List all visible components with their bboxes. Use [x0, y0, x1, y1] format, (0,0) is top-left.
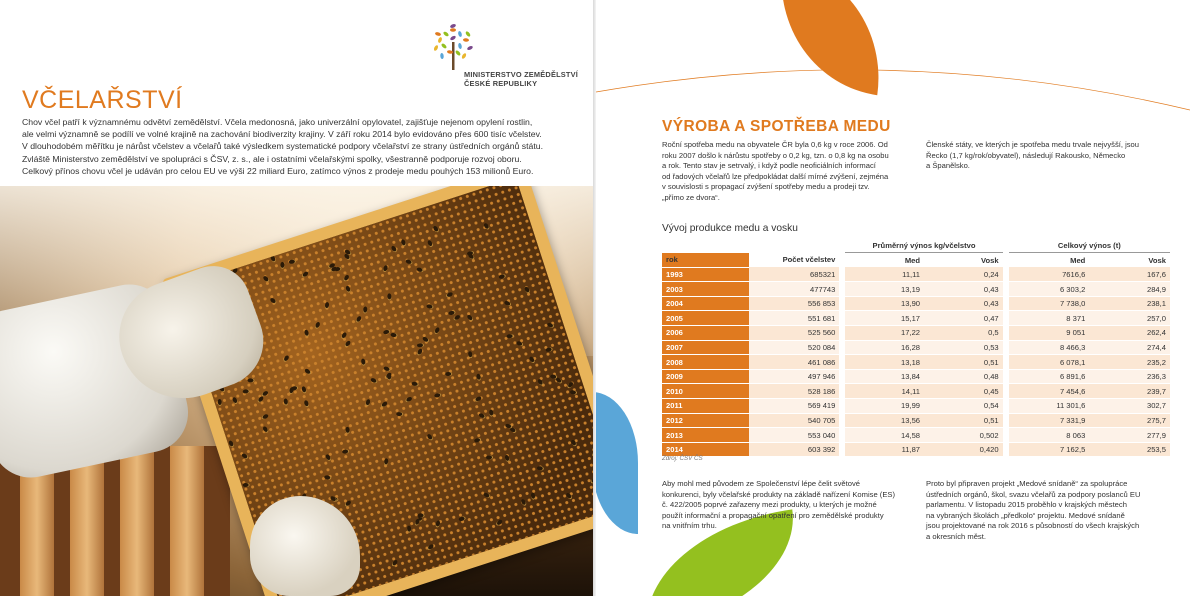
cell-honey-avg: 13,84: [845, 369, 924, 384]
logo-leaf: [463, 38, 469, 42]
bee: [370, 377, 377, 383]
cell-colonies: 528 186: [749, 384, 840, 399]
bee: [262, 390, 269, 397]
table-row: [662, 326, 1170, 341]
bee: [345, 285, 351, 292]
col-header-med-avg: Med: [904, 255, 921, 265]
bee: [325, 454, 332, 461]
bee: [390, 245, 397, 252]
bee: [356, 315, 363, 322]
bee: [475, 396, 482, 402]
bee: [434, 327, 440, 334]
col-header-vosk-avg: Vosk: [981, 255, 999, 265]
bee: [520, 498, 526, 505]
cell-colonies: 520 084: [749, 340, 840, 355]
cell-wax-avg: 0,43: [924, 282, 1003, 297]
bee: [432, 225, 439, 232]
cell-colonies: 477743: [749, 282, 840, 297]
bee: [466, 314, 473, 321]
cell-honey-avg: 11,87: [845, 442, 924, 457]
table-row: [662, 267, 1170, 282]
bee: [427, 240, 433, 247]
group-header-average: Průměrný výnos kg/včelstvo: [845, 238, 1002, 253]
bee: [315, 321, 321, 328]
bee: [243, 389, 249, 393]
bee: [426, 433, 433, 440]
logo-leaf: [461, 53, 467, 60]
right-page: [596, 0, 1190, 596]
col-header-count: Počet včelstev: [782, 255, 836, 265]
paragraph-regulation: [662, 479, 918, 532]
bee: [414, 518, 420, 525]
table-row: [662, 340, 1170, 355]
text-line: a Španělsko.: [926, 161, 970, 171]
cell-colonies: 461 086: [749, 355, 840, 370]
table-row: [662, 442, 1170, 457]
text-line: č. 422/2005 poprvé zařazeny mezi produkty, u kterých je možné: [662, 500, 877, 510]
cell-colonies: 556 853: [749, 296, 840, 311]
cell-wax-avg: 0,43: [924, 296, 1003, 311]
bee: [529, 356, 536, 363]
bee: [270, 255, 276, 262]
bee: [555, 377, 562, 384]
text-line: jsou projektované na rok 2016 s působností do všech krajských: [926, 521, 1140, 531]
logo-line-2: ČESKÉ REPUBLIKY: [464, 79, 538, 88]
bee: [280, 262, 284, 268]
table-row: [662, 399, 1170, 414]
cell-year: 2007: [662, 340, 749, 355]
cell-honey-total: 7 331,9: [1009, 413, 1090, 428]
paragraph-member-states: [926, 140, 1166, 172]
cell-colonies: 540 705: [749, 413, 840, 428]
bee: [232, 397, 238, 404]
cell-wax-avg: 0,48: [924, 369, 1003, 384]
ministry-logo-text: [464, 70, 578, 88]
bee: [342, 449, 348, 454]
bee: [345, 427, 350, 433]
text-line: Roční spotřeba medu na obyvatele ČR byla 0,6 kg v roce 2006. Od: [662, 140, 888, 149]
cell-wax-total: 257,0: [1089, 311, 1170, 326]
cell-honey-avg: 16,28: [845, 340, 924, 355]
cell-colonies: 685321: [749, 267, 840, 282]
text-line: Aby mohl med původem ze Společenství lépe čelit světové: [662, 479, 860, 488]
bee: [383, 366, 390, 372]
cell-wax-total: 235,2: [1089, 355, 1170, 370]
cell-wax-avg: 0,54: [924, 399, 1003, 414]
cell-honey-avg: 17,22: [845, 326, 924, 341]
bee: [291, 386, 298, 391]
intro-line: Celkový přínos chovu včel je udáván pro celou EU ve výši 22 miliard Euro, zatímco výnos z prodeje medu pouhých 153 milionů Euro.: [22, 165, 534, 176]
cell-honey-total: 9 051: [1009, 326, 1090, 341]
logo-leaf: [450, 35, 457, 41]
group-header-total: Celkový výnos (t): [1009, 238, 1170, 253]
logo-leaf: [467, 45, 474, 51]
bee: [324, 475, 331, 480]
cell-year: 2009: [662, 369, 749, 384]
text-line: Členské státy, ve kterých je spotřeba medu trvale nejvyšší, jsou: [926, 140, 1139, 149]
bee: [396, 412, 402, 416]
bee: [417, 343, 423, 347]
logo-leaf: [440, 53, 444, 59]
bee: [476, 373, 481, 380]
logo-leaf: [458, 31, 463, 38]
cell-year: 2010: [662, 384, 749, 399]
cell-wax-avg: 0,420: [924, 442, 1003, 457]
bee: [416, 267, 423, 273]
table-row: [662, 384, 1170, 399]
intro-paragraph: [22, 116, 582, 177]
bee: [304, 368, 311, 375]
cell-colonies: 569 419: [749, 399, 840, 414]
text-line: na vybraných školách „předkolo“ projektu. Medové snídaně: [926, 510, 1125, 520]
cell-wax-total: 275,7: [1089, 413, 1170, 428]
col-header-vosk-total: Vosk: [1148, 255, 1166, 265]
cell-wax-total: 238,1: [1089, 296, 1170, 311]
blue-leaf-decoration: [596, 392, 638, 534]
cell-honey-avg: 14,58: [845, 428, 924, 443]
bee: [248, 378, 254, 382]
bee: [325, 302, 330, 309]
bee: [262, 426, 269, 433]
logo-leaf: [458, 43, 462, 50]
production-table: [662, 238, 1170, 457]
bee: [407, 525, 412, 531]
bee: [426, 304, 433, 309]
cell-year: 2014: [662, 442, 749, 457]
cell-wax-total: 284,9: [1089, 282, 1170, 297]
cell-honey-avg: 13,90: [845, 296, 924, 311]
cell-wax-avg: 0,51: [924, 355, 1003, 370]
bee: [448, 310, 455, 315]
text-line: konkurenci, byly včelařské produkty na základě nařízení Komise (ES): [662, 489, 895, 499]
bee: [483, 222, 490, 229]
bee: [446, 291, 453, 297]
logo-leaf: [455, 50, 462, 57]
bee: [257, 396, 264, 403]
cell-honey-total: 7 738,0: [1009, 296, 1090, 311]
cell-wax-total: 302,7: [1089, 399, 1170, 414]
bee: [445, 372, 451, 376]
cell-honey-avg: 19,99: [845, 399, 924, 414]
intro-line: ale velmi významně se podílí ve volné krajině na zachování biodiverzity krajiny. V září roku 2014 bylo evidováno přes 600 tisíc včelstev.: [22, 129, 542, 140]
text-line: Řecko (1,7 kg/rok/obyvatel), následují Rakousko, Německo: [926, 150, 1126, 160]
cell-honey-total: 7616,6: [1009, 267, 1090, 282]
table-row: [662, 296, 1170, 311]
bee: [504, 454, 510, 461]
intro-line: V dlouhodobém měřítku je nárůst včelstev a včelařů také výsledkem systematické podpory včelařství ze strany ústředních orgánů státu.: [22, 141, 544, 152]
table-source: Zdroj: ČSV ČS: [662, 455, 703, 462]
bee: [458, 516, 465, 521]
bee: [405, 259, 412, 265]
bee: [570, 390, 577, 395]
bee: [524, 286, 530, 293]
bee: [361, 358, 366, 365]
cell-honey-avg: 13,56: [845, 413, 924, 428]
bee: [344, 340, 351, 347]
cell-colonies: 603 392: [749, 442, 840, 457]
text-line: a rok. Tento stav je setrvalý, i když podle neoficiálních informací: [662, 161, 876, 171]
cell-wax-avg: 0,45: [924, 384, 1003, 399]
text-line: v souvislosti s propagací zvýšení spotřeby medu a prodeji tzv.: [662, 182, 870, 192]
bee: [545, 347, 552, 352]
cell-year: 2012: [662, 413, 749, 428]
bee: [365, 399, 371, 406]
bee: [343, 274, 350, 281]
cell-year: 2003: [662, 282, 749, 297]
cell-year: 2004: [662, 296, 749, 311]
cell-wax-total: 239,7: [1089, 384, 1170, 399]
section-title-honey: VÝROBA A SPOTŘEBA MEDU: [662, 118, 891, 135]
cell-wax-avg: 0,24: [924, 267, 1003, 282]
cell-colonies: 525 560: [749, 326, 840, 341]
page-title-vcelarstvi: VČELAŘSTVÍ: [22, 86, 183, 114]
beekeeper-photo: [0, 186, 596, 596]
col-header-rok: rok: [662, 253, 749, 268]
cell-wax-total: 277,9: [1089, 428, 1170, 443]
bee: [384, 458, 389, 464]
text-line: na vnitřním trhu.: [662, 521, 717, 531]
bee: [570, 439, 577, 446]
cell-year: 1993: [662, 267, 749, 282]
cell-wax-avg: 0,5: [924, 326, 1003, 341]
cell-colonies: 551 681: [749, 311, 840, 326]
cell-honey-avg: 11,11: [845, 267, 924, 282]
bee: [506, 334, 512, 338]
bee: [406, 396, 413, 402]
bee: [422, 336, 429, 343]
bee: [496, 519, 503, 526]
bee: [262, 413, 269, 419]
bee: [504, 300, 511, 306]
cell-year: 2011: [662, 399, 749, 414]
bee: [516, 340, 523, 346]
cell-wax-total: 167,6: [1089, 267, 1170, 282]
bee: [269, 297, 276, 304]
bee: [241, 453, 248, 460]
table-group-header: [662, 238, 1170, 253]
bee: [417, 348, 423, 355]
bee: [489, 409, 494, 416]
bee: [486, 455, 492, 459]
intro-line: Chov včel patří k významnému odvětví zemědělství. Včela medonosná, jako univerzální opylovatel, zajišťuje nejenom opylení rostlin,: [22, 117, 533, 127]
cell-wax-total: 274,4: [1089, 340, 1170, 355]
text-line: roku 2007 došlo k nárůstu spotřeby o 0,2 kg, tzn. o 0,8 kg na osobu: [662, 150, 889, 160]
table-row: [662, 413, 1170, 428]
cell-honey-avg: 15,17: [845, 311, 924, 326]
logo-leaf: [433, 45, 439, 52]
bee: [401, 239, 407, 246]
text-line: a okresních měst.: [926, 531, 986, 541]
bee: [228, 440, 234, 447]
bee: [418, 513, 424, 517]
bee: [262, 275, 269, 282]
bee: [531, 492, 536, 499]
cell-honey-total: 6 078,1: [1009, 355, 1090, 370]
table-row: [662, 355, 1170, 370]
bee: [547, 322, 554, 328]
bee: [289, 259, 295, 264]
tree-logo-icon: [432, 22, 572, 100]
bee: [387, 293, 391, 299]
bee: [363, 306, 368, 312]
bee: [345, 500, 352, 507]
text-line: „přímo ze dvora“.: [662, 192, 720, 202]
bee: [567, 381, 574, 388]
cell-year: 2006: [662, 326, 749, 341]
bee: [565, 492, 572, 499]
bee: [341, 332, 348, 339]
cell-colonies: 553 040: [749, 428, 840, 443]
logo-leaf: [443, 31, 450, 37]
cell-honey-total: 8 466,3: [1009, 340, 1090, 355]
cell-honey-total: 7 162,5: [1009, 442, 1090, 457]
bee: [427, 543, 434, 550]
cell-honey-total: 6 303,2: [1009, 282, 1090, 297]
bee: [218, 399, 222, 405]
cell-wax-total: 262,4: [1089, 326, 1170, 341]
bee: [304, 329, 309, 336]
cell-year: 2005: [662, 311, 749, 326]
bee: [434, 393, 441, 398]
cell-honey-total: 8 063: [1009, 428, 1090, 443]
logo-leaf: [435, 32, 442, 37]
bee: [283, 355, 290, 362]
cell-wax-avg: 0,502: [924, 428, 1003, 443]
text-line: použít informační a propagační opatření pro zemědělské produkty: [662, 510, 884, 520]
cell-honey-avg: 13,18: [845, 355, 924, 370]
logo-leaf: [450, 23, 457, 28]
intro-line: Zvláště Ministerstvo zemědělství ve spolupráci s ČSV, z. s., ale i ostatními včelařskými spolky, všestranně podporuje rozvoj oboru.: [22, 153, 522, 164]
logo-leaf: [441, 43, 448, 50]
bee: [392, 559, 399, 566]
bee: [301, 386, 307, 393]
bee: [467, 253, 474, 260]
table-row: [662, 282, 1170, 297]
bee: [537, 378, 544, 385]
cell-honey-avg: 14,11: [845, 384, 924, 399]
logo-leaf: [465, 31, 471, 38]
cell-year: 2013: [662, 428, 749, 443]
cell-year: 2008: [662, 355, 749, 370]
bee: [383, 265, 389, 272]
bee: [537, 466, 543, 471]
bee: [454, 314, 461, 321]
bee: [478, 412, 485, 418]
cell-wax-avg: 0,53: [924, 340, 1003, 355]
cell-wax-total: 253,5: [1089, 442, 1170, 457]
bee: [390, 333, 397, 338]
bee: [243, 483, 249, 487]
cell-honey-total: 11 301,6: [1009, 399, 1090, 414]
bee: [474, 438, 481, 443]
text-line: Proto byl připraven projekt „Medové snídaně“ za spolupráce: [926, 479, 1128, 488]
bee: [435, 520, 440, 527]
bee: [283, 398, 288, 405]
cell-honey-total: 8 371: [1009, 311, 1090, 326]
col-header-med-total: Med: [1070, 255, 1086, 265]
logo-line-1: MINISTERSTVO ZEMĚDĚLSTVÍ: [464, 70, 579, 79]
bee: [304, 400, 310, 407]
text-line: od řadových včelařů lze předpokládat další mírné zvýšení, zejména: [662, 171, 889, 181]
table-row: [662, 369, 1170, 384]
paragraph-consumption: [662, 140, 918, 204]
bee: [381, 401, 388, 408]
cell-wax-avg: 0,47: [924, 311, 1003, 326]
decorative-arc: [596, 0, 1190, 130]
bee: [302, 271, 309, 278]
cell-colonies: 497 946: [749, 369, 840, 384]
bee: [468, 351, 473, 358]
bee: [483, 492, 490, 498]
logo-leaf: [437, 37, 442, 44]
table-row: [662, 311, 1170, 326]
cell-honey-total: 6 891,6: [1009, 369, 1090, 384]
bee: [498, 274, 505, 279]
cell-honey-avg: 13,19: [845, 282, 924, 297]
logo-leaf: [450, 28, 456, 31]
bee: [411, 381, 418, 386]
table-column-header: [662, 253, 1170, 268]
paragraph-honey-breakfast: [926, 479, 1166, 543]
bee: [383, 329, 390, 334]
cell-wax-total: 236,3: [1089, 369, 1170, 384]
text-line: ústředních orgánů, škol, svazu včelařů za podpory poslanců EU: [926, 489, 1141, 499]
cell-honey-total: 7 454,6: [1009, 384, 1090, 399]
table-title: Vývoj produkce medu a vosku: [662, 223, 798, 234]
table-row: [662, 428, 1170, 443]
text-line: parlamentu. V listopadu 2015 proběhlo v krajských městech: [926, 500, 1127, 510]
cell-wax-avg: 0,51: [924, 413, 1003, 428]
